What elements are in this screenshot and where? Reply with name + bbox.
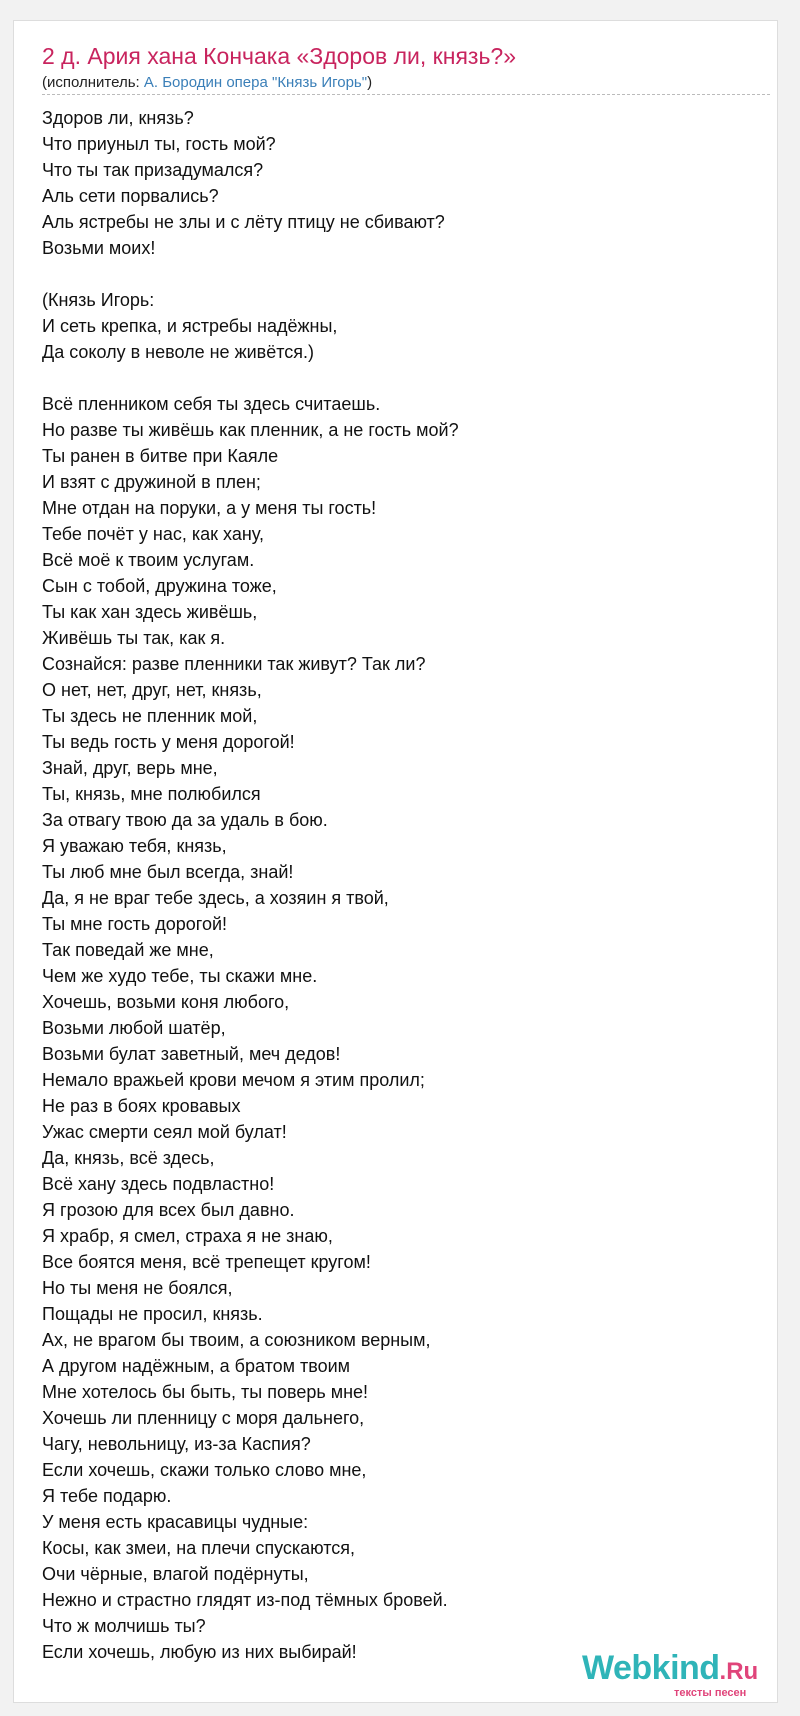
song-title: 2 д. Ария хана Кончака «Здоров ли, князь?» [42, 43, 517, 69]
logo-tagline: тексты песен [674, 1687, 747, 1699]
header-divider [42, 94, 770, 95]
webkind-logo[interactable] [582, 1649, 759, 1699]
logo-main-text: Webkind [582, 1649, 720, 1687]
lyrics-card [13, 20, 778, 1703]
performer-suffix: ) [367, 74, 373, 91]
performer-link[interactable]: А. Бородин опера "Князь Игорь" [143, 74, 368, 91]
lyrics-text: Здоров ли, князь? Что приуныл ты, гость мой? Что ты так призадумался? Аль сети порвались? Аль ястребы не злы и с лёту птицу не сбивают? Возьми моих! (Князь Игорь: И сеть крепка, и ястребы надёжны, Да соколу в неволе не живётся.) Всё пленником себя ты здесь считаешь. Но разве ты живёшь как пленник, а не гость мой? Ты ранен в битве при Каяле И взят с дружиной в плен; Мне отдан на поруки, а у меня ты гость! Тебе почёт у нас, как хану, Всё моё к твоим услугам. Сын с тобой, дружина тоже, Ты как хан здесь живёшь, Живёшь ты так, как я. Сознайся: разве пленники так живут? Так ли? О нет, нет, друг, нет, князь, Ты здесь не пленник мой, Ты ведь гость у меня дорогой! Знай, друг, верь мне, Ты, князь, мне полюбился За отвагу твою да за удаль в бою. Я уважаю тебя, князь, Ты люб мне был всегда, знай! Да, я не враг тебе здесь, а хозяин я твой, Ты мне гость дорогой! Так поведай же мне, Чем же худо тебе, ты скажи мне. Хочешь, возьми коня любого, Возьми любой шатёр, Возьми булат заветный, меч дедов! Немало вражьей крови мечом я этим пролил; Не раз в боях кровавых Ужас смерти сеял мой булат! Да, князь, всё здесь, Всё хану здесь подвластно! Я грозою для всех был давно. Я храбр, я смел, страха я не знаю, Все боятся меня, всё трепещет кругом! Но ты меня не боялся, Пощады не просил, князь. Ах, не врагом бы твоим, а союзником верным, А другом надёжным, а братом твоим Мне хотелось бы быть, ты поверь мне! Хочешь ли пленницу с моря дальнего, Чагу, невольницу, из-за Каспия? Если хочешь, скажи только слово мне, Я тебе подарю. У меня есть красавицы чудные: Косы, как змеи, на плечи спускаются, Очи чёрные, влагой подёрнуты, Нежно и страстно глядят из-под тёмных бровей. Что ж молчишь ты? Если хочешь, любую из них выбирай! [42, 108, 459, 1662]
logo-suffix-text: .Ru [719, 1658, 759, 1685]
performer-prefix: (исполнитель: [42, 74, 144, 91]
performer-line [42, 74, 372, 91]
